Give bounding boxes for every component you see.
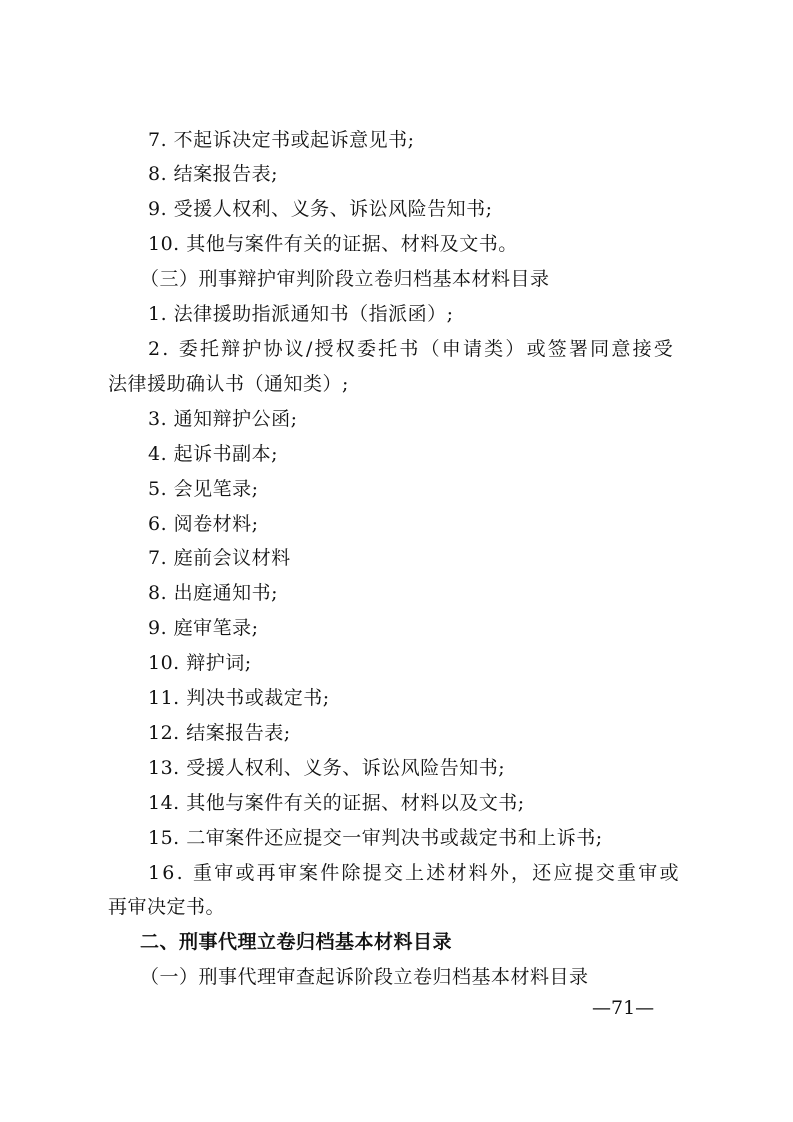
list-item: 10. 其他与案件有关的证据、材料及文书。	[148, 233, 518, 255]
list-item: 12. 结案报告表;	[148, 722, 291, 744]
section-heading: （三）刑事辩护审判阶段立卷归档基本材料目录	[140, 268, 550, 290]
list-item: 8. 出庭通知书;	[148, 582, 279, 604]
list-item: 6. 阅卷材料;	[148, 513, 259, 535]
list-item: 5. 会见笔录;	[148, 478, 259, 500]
list-item: 15. 二审案件还应提交一审判决书或裁定书和上诉书;	[148, 827, 603, 849]
list-item: 2. 委托辩护协议/授权委托书（申请类）或签署同意接受	[148, 338, 675, 360]
list-item: 13. 受援人权利、义务、诉讼风险告知书;	[148, 757, 506, 779]
list-item-continuation: 再审决定书。	[108, 896, 226, 918]
list-item: 7. 庭前会议材料	[148, 547, 291, 569]
list-item: 1. 法律援助指派通知书（指派函）;	[148, 303, 454, 325]
section-heading: （一）刑事代理审查起诉阶段立卷归档基本材料目录	[140, 966, 589, 988]
chapter-heading: 二、刑事代理立卷归档基本材料目录	[140, 931, 453, 953]
list-item: 10. 辩护词;	[148, 652, 252, 674]
list-item: 8. 结案报告表;	[148, 163, 279, 185]
list-item-continuation: 法律援助确认书（通知类）;	[108, 373, 349, 395]
list-item: 4. 起诉书副本;	[148, 443, 279, 465]
list-item: 16. 重审或再审案件除提交上述材料外，还应提交重审或	[148, 862, 681, 884]
list-item: 3. 通知辩护公函;	[148, 408, 298, 430]
list-item: 9. 庭审笔录;	[148, 617, 259, 639]
list-item: 14. 其他与案件有关的证据、材料以及文书;	[148, 792, 525, 814]
list-item: 11. 判决书或裁定书;	[148, 687, 330, 709]
list-item: 9. 受援人权利、义务、诉讼风险告知书;	[148, 198, 493, 220]
list-item: 7. 不起诉决定书或起诉意见书;	[148, 129, 415, 151]
page-number: —71—	[592, 997, 655, 1019]
